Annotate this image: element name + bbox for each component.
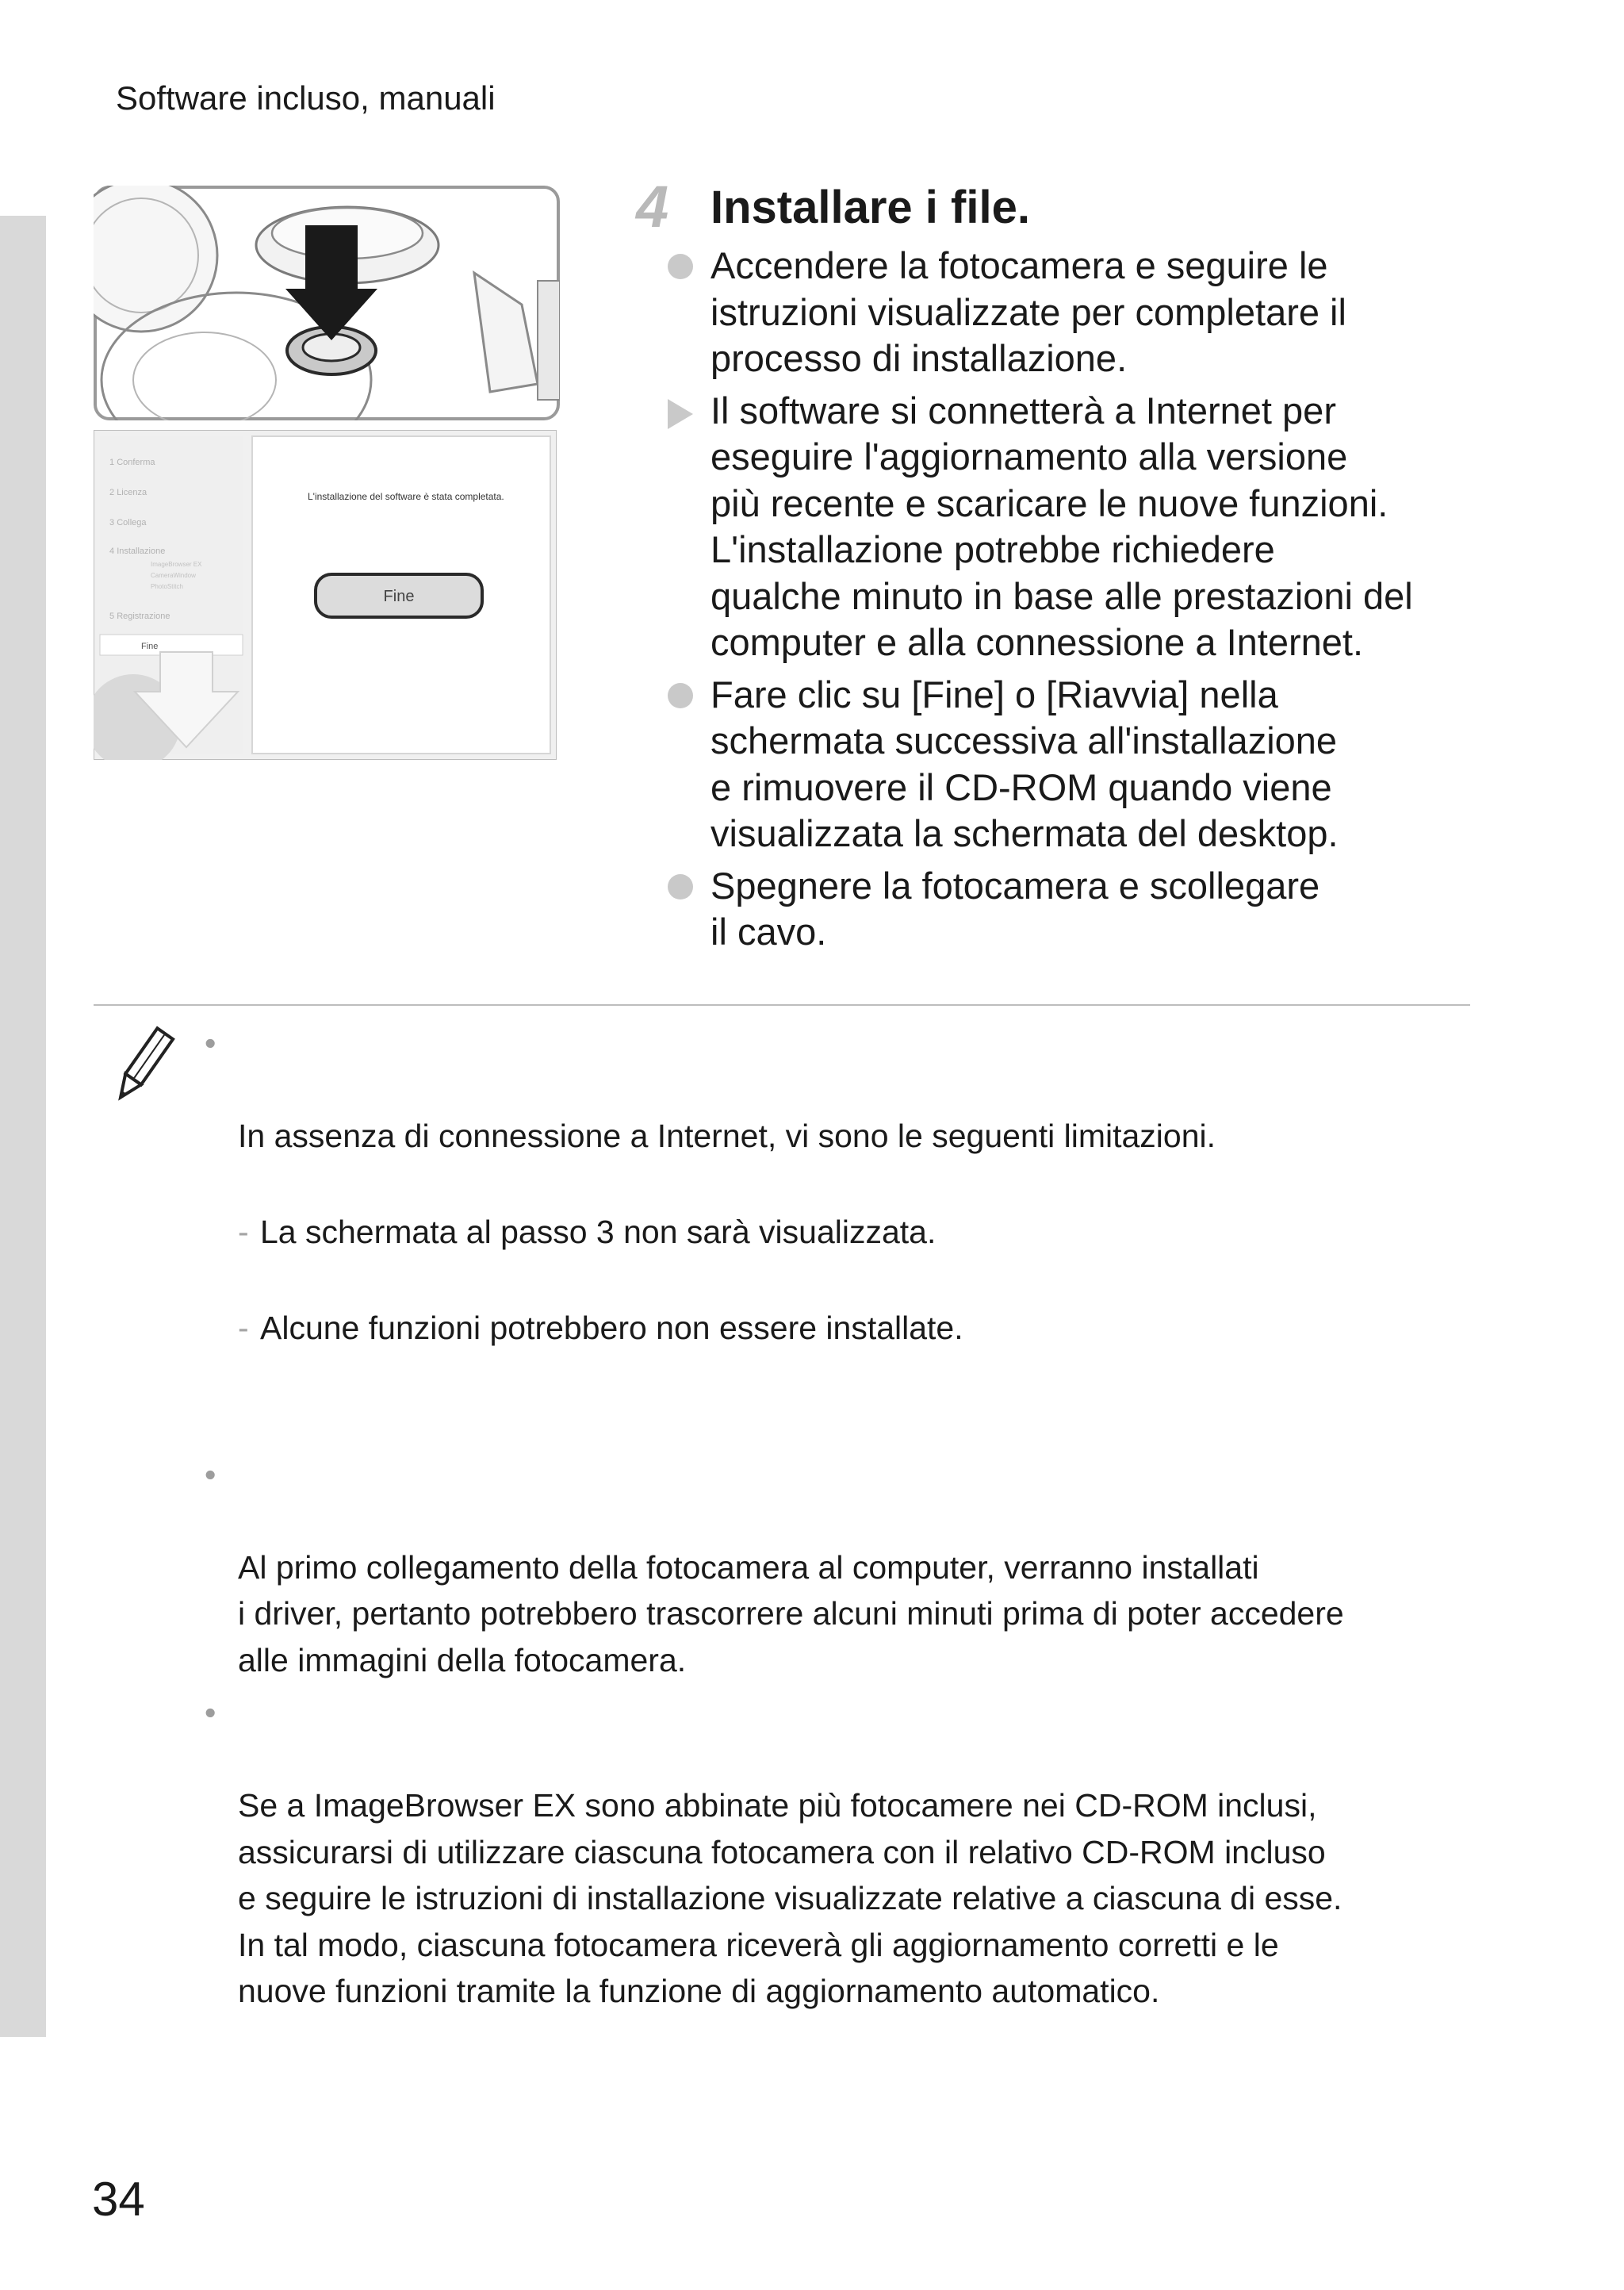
pencil-icon	[108, 1025, 176, 1109]
wizard-step-5: 5 Registrazione	[109, 612, 170, 621]
instruction-item: Il software si connetterà a Internet per eseguire l'aggiornamento alla versione più recente e scaricare le nuove funzioni. L'installazione potrebbe richiedere qualche minuto in base alle prestazioni del computer e alla connessione a Internet.	[668, 388, 1477, 666]
installation-complete-message: L'installazione del software è stata completata.	[308, 491, 504, 502]
wizard-step-current: Fine	[141, 642, 159, 651]
wizard-substep: CameraWindow	[151, 572, 196, 579]
wizard-substep: ImageBrowser EX	[151, 561, 202, 568]
note-item: • Al primo collegamento della fotocamera al computer, verranno installati i driver, pertanto potrebbero trascorrere alcuni minuti prima di poter accedere alle immagini della fotocamera.	[203, 1452, 1472, 1684]
wizard-step-1: 1 Conferma	[109, 458, 155, 467]
note-bullet-icon: •	[205, 1025, 216, 1061]
wizard-substep: PhotoStitch	[151, 583, 183, 590]
wizard-step-3: 3 Collega	[109, 518, 147, 527]
bullet-dot-icon	[668, 874, 693, 900]
installer-screen-illustration	[94, 430, 557, 760]
note-sublist	[238, 1161, 1472, 1399]
result-triangle-icon	[668, 399, 693, 429]
wizard-step-2: 2 Licenza	[109, 488, 147, 497]
note-bullet-icon: •	[205, 1456, 216, 1493]
side-tab-bar	[0, 216, 46, 2037]
notes-list	[203, 1020, 1472, 2021]
section-divider	[94, 1004, 1470, 1006]
page-number: 34	[92, 2173, 145, 2226]
note-item: • In assenza di connessione a Internet, vi sono le seguenti limitazioni. - La schermata al passo 3 non sarà visualizzata. - Alcune funzioni potrebbero non essere installate.	[203, 1020, 1472, 1445]
step-number: 4	[636, 174, 669, 240]
note-item: • Se a ImageBrowser EX sono abbinate più fotocamere nei CD-ROM inclusi, assicurarsi di utilizzare ciascuna fotocamera con il relativo CD-ROM incluso e seguire le istruzioni di installazione visualizzate relative a ciascuna di esse. In tal modo, ciascuna fotocamera riceverà gli aggiornamento corretti e le nuove funzioni tramite la funzione di aggiornamento automatico.	[203, 1690, 1472, 2015]
wizard-step-4: 4 Installazione	[109, 547, 166, 556]
instruction-item: Accendere la fotocamera e seguire le istruzioni visualizzate per completare il processo di installazione.	[668, 243, 1477, 382]
bullet-dot-icon	[668, 254, 693, 279]
finish-button-label: Fine	[383, 588, 415, 605]
note-subitem: - La schermata al passo 3 non sarà visualizzata.	[238, 1214, 936, 1250]
note-bullet-icon: •	[205, 1694, 216, 1731]
instruction-item: Spegnere la fotocamera e scollegare il cavo.	[668, 863, 1477, 956]
instruction-item: Fare clic su [Fine] o [Riavvia] nella schermata successiva all'installazione e rimuovere il CD-ROM quando viene visualizzata la schermata del desktop.	[668, 672, 1477, 857]
step-instructions	[668, 243, 1477, 961]
camera-power-button-illustration	[94, 186, 560, 420]
section-header: Software incluso, manuali	[116, 79, 496, 117]
bullet-dot-icon	[668, 683, 693, 708]
note-subitem: - Alcune funzioni potrebbero non essere installate.	[238, 1309, 963, 1346]
step-title: Installare i file.	[710, 182, 1030, 233]
